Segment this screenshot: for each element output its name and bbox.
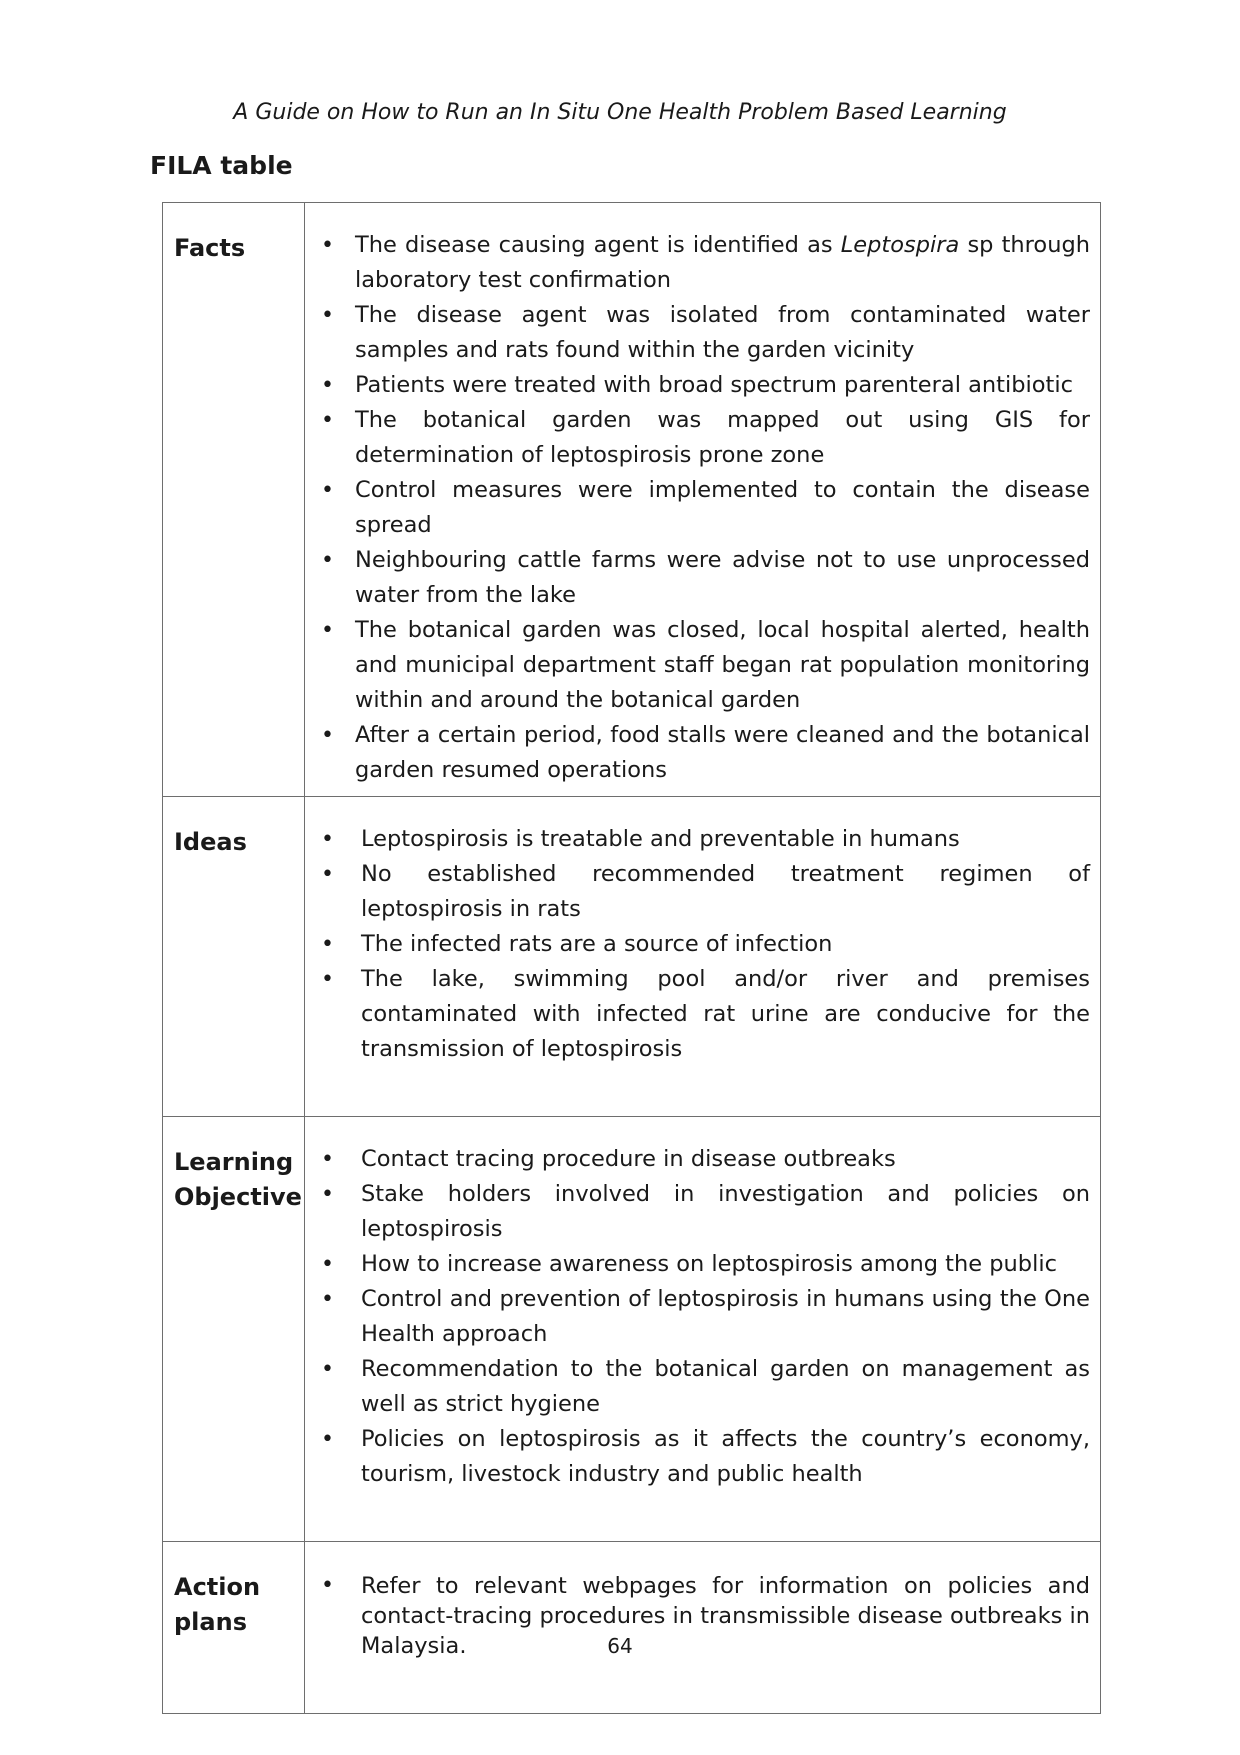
section-title: FILA table bbox=[150, 151, 293, 180]
list-item: • Control and prevention of leptospirosis in humans using the One Health approach bbox=[316, 1282, 1090, 1352]
action-plans-content bbox=[305, 1542, 1101, 1714]
learning-objective-list bbox=[316, 1142, 1090, 1492]
facts-label: Facts bbox=[163, 203, 305, 797]
ideas-content bbox=[305, 797, 1101, 1117]
list-item: • Patients were treated with broad spectrum parenteral antibiotic bbox=[316, 368, 1090, 403]
learning-objective-label-line1: Learning bbox=[174, 1148, 294, 1176]
ideas-list bbox=[316, 822, 1090, 1067]
action-plans-label-line2: plans bbox=[174, 1608, 247, 1636]
list-item: • Contact tracing procedure in disease outbreaks bbox=[316, 1142, 1090, 1177]
list-item: • Policies on leptospirosis as it affects the country’s economy, tourism, livestock industry and public health bbox=[316, 1422, 1090, 1492]
list-item: • Recommendation to the botanical garden on management as well as strict hygiene bbox=[316, 1352, 1090, 1422]
page-number: 64 bbox=[607, 1634, 633, 1658]
facts-list bbox=[316, 228, 1090, 788]
list-item: • No established recommended treatment regimen of leptospirosis in rats bbox=[316, 857, 1090, 927]
ideas-label: Ideas bbox=[163, 797, 305, 1117]
facts-content bbox=[305, 203, 1101, 797]
list-item: • The disease causing agent is identified as Leptospira sp through laboratory test confirmation bbox=[316, 228, 1090, 298]
list-item: • After a certain period, food stalls were cleaned and the botanical garden resumed operations bbox=[316, 718, 1090, 788]
action-plans-label-line1: Action bbox=[174, 1573, 261, 1601]
list-item: • Stake holders involved in investigation and policies on leptospirosis bbox=[316, 1177, 1090, 1247]
fila-table bbox=[162, 202, 1101, 1714]
list-item: • The lake, swimming pool and/or river and premises contaminated with infected rat urine are conducive for the transmission of leptospirosis bbox=[316, 962, 1090, 1067]
learning-objective-content bbox=[305, 1117, 1101, 1542]
list-item: • The botanical garden was mapped out using GIS for determination of leptospirosis prone zone bbox=[316, 403, 1090, 473]
running-header: A Guide on How to Run an In Situ One Health Problem Based Learning bbox=[233, 100, 1007, 125]
list-item: • Neighbouring cattle farms were advise not to use unprocessed water from the lake bbox=[316, 543, 1090, 613]
action-plans-label bbox=[163, 1542, 305, 1714]
list-item: • The botanical garden was closed, local hospital alerted, health and municipal department staff began rat population monitoring within and around the botanical garden bbox=[316, 613, 1090, 718]
list-item: • The disease agent was isolated from contaminated water samples and rats found within the garden vicinity bbox=[316, 298, 1090, 368]
list-item: • Control measures were implemented to contain the disease spread bbox=[316, 473, 1090, 543]
ideas-row bbox=[163, 797, 1101, 1117]
list-item: • Leptospirosis is treatable and preventable in humans bbox=[316, 822, 1090, 857]
list-item: • Refer to relevant webpages for information on policies and contact-tracing procedures in transmissible disease outbreaks in Malaysia. bbox=[316, 1571, 1090, 1661]
learning-objective-label bbox=[163, 1117, 305, 1542]
list-item: • The infected rats are a source of infection bbox=[316, 927, 1090, 962]
list-item: • How to increase awareness on leptospirosis among the public bbox=[316, 1247, 1090, 1282]
action-plans-row bbox=[163, 1542, 1101, 1714]
learning-objective-row bbox=[163, 1117, 1101, 1542]
learning-objective-label-line2: Objective bbox=[174, 1183, 302, 1211]
facts-row bbox=[163, 203, 1101, 797]
